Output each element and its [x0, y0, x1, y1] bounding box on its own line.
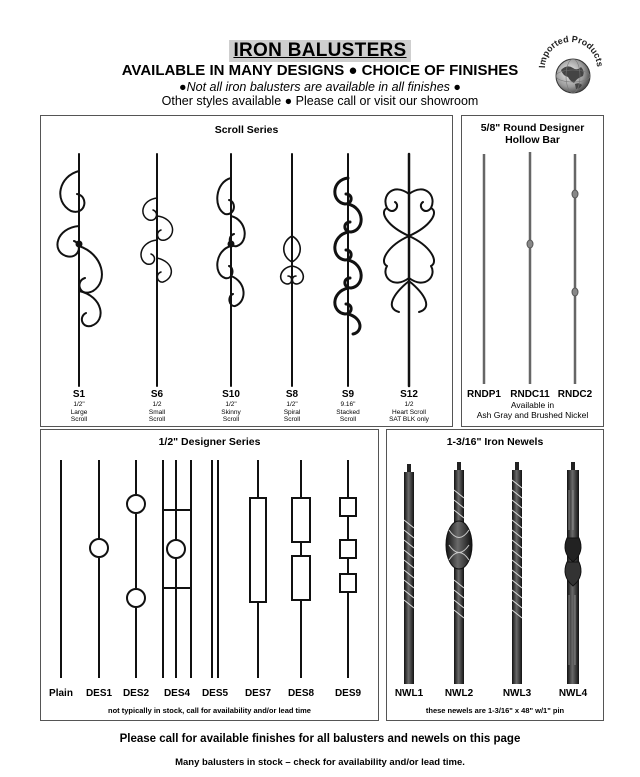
imported-products-badge	[535, 30, 605, 100]
finish-availability: Available in Ash Gray and Brushed Nickel	[476, 400, 589, 420]
iron-newels-panel	[386, 429, 604, 721]
footer-finishes-note: Please call for available finishes for all balusters and newels on this page	[119, 733, 521, 745]
newel-code: NWL3	[502, 688, 532, 699]
designer-code: DES2	[122, 688, 150, 699]
designer-code: DES7	[244, 688, 272, 699]
baluster-des2-image	[127, 460, 145, 678]
scroll-series-title: Scroll Series	[214, 124, 279, 136]
newels-caption: these newels are 1-3/16" x 48" w/1" pin	[425, 706, 565, 715]
round-designer-panel	[461, 115, 604, 427]
bar-rndc11-image	[527, 152, 533, 384]
baluster-s1-image	[57, 154, 101, 386]
globe-icon	[535, 30, 605, 100]
scroll-balusters-art	[41, 116, 452, 426]
bar-code: RNDP1	[467, 389, 501, 400]
designer-series-panel	[40, 429, 379, 721]
newel-nwl3-image	[512, 462, 522, 684]
newel-code: NWL4	[558, 688, 588, 699]
baluster-des5-image	[212, 460, 218, 678]
designer-code: DES4	[163, 688, 191, 699]
baluster-s12-image	[384, 154, 434, 386]
designer-code: DES1	[85, 688, 113, 699]
designer-code: DES5	[201, 688, 229, 699]
baluster-s10-image	[217, 154, 244, 386]
round-designer-title: 5/8" Round Designer Hollow Bar	[480, 122, 585, 146]
baluster-des9-image	[340, 460, 356, 678]
designer-code: DES9	[334, 688, 362, 699]
baluster-s8-image	[281, 154, 304, 386]
scroll-series-panel	[40, 115, 453, 427]
baluster-s6-image	[141, 154, 173, 386]
designer-code: DES8	[287, 688, 315, 699]
baluster-code: S1	[72, 389, 86, 400]
showroom-note: Other styles available ● Please call or visit our showroom	[161, 94, 479, 108]
newel-code: NWL2	[444, 688, 474, 699]
baluster-code: S10	[222, 389, 240, 400]
designer-caption: not typically in stock, call for availability and/or lead time	[108, 706, 311, 715]
newel-nwl1-image	[404, 464, 414, 684]
baluster-des1-image	[90, 460, 108, 678]
baluster-code: S9	[341, 389, 355, 400]
page-title: IRON BALUSTERS	[229, 40, 410, 62]
badge-text: Imported Products	[536, 33, 605, 69]
baluster-desc: 1/2" Spiral Scroll	[283, 401, 301, 423]
baluster-code: S6	[150, 389, 164, 400]
baluster-des4-image	[163, 460, 191, 678]
bar-rndc2-image	[572, 154, 578, 384]
iron-newels-title: 1-3/16" Iron Newels	[446, 436, 544, 448]
designer-series-title: 1/2" Designer Series	[158, 436, 261, 448]
footer-stock-note: Many balusters in stock – check for availability and/or lead time.	[175, 757, 465, 768]
newels-art	[387, 430, 603, 720]
newel-nwl4-image	[565, 462, 581, 684]
newel-code: NWL1	[394, 688, 424, 699]
baluster-des8-image	[292, 460, 310, 678]
designer-code: Plain	[49, 688, 73, 699]
page-subtitle: AVAILABLE IN MANY DESIGNS ● CHOICE OF FINISHES	[121, 62, 519, 79]
baluster-s9-image	[335, 154, 361, 386]
baluster-desc: 1/2 Small Scroll	[148, 401, 166, 423]
bar-code: RNDC2	[557, 389, 593, 400]
baluster-desc: 1/2 Heart Scroll SAT BLK only	[389, 401, 429, 423]
designer-balusters-art	[41, 430, 378, 720]
baluster-desc: 9.16" Stacked Scroll	[336, 401, 360, 423]
baluster-code: S12	[400, 389, 418, 400]
finish-note: ●Not all iron balusters are available in all finishes ●	[179, 80, 461, 94]
baluster-desc: 1/2" Skinny Scroll	[221, 401, 241, 423]
round-bars-art	[462, 116, 603, 426]
baluster-desc: 1/2" Large Scroll	[70, 401, 88, 423]
bar-code: RNDC11	[510, 389, 550, 400]
newel-nwl2-image	[446, 462, 472, 684]
baluster-code: S8	[285, 389, 299, 400]
baluster-des7-image	[250, 460, 266, 678]
